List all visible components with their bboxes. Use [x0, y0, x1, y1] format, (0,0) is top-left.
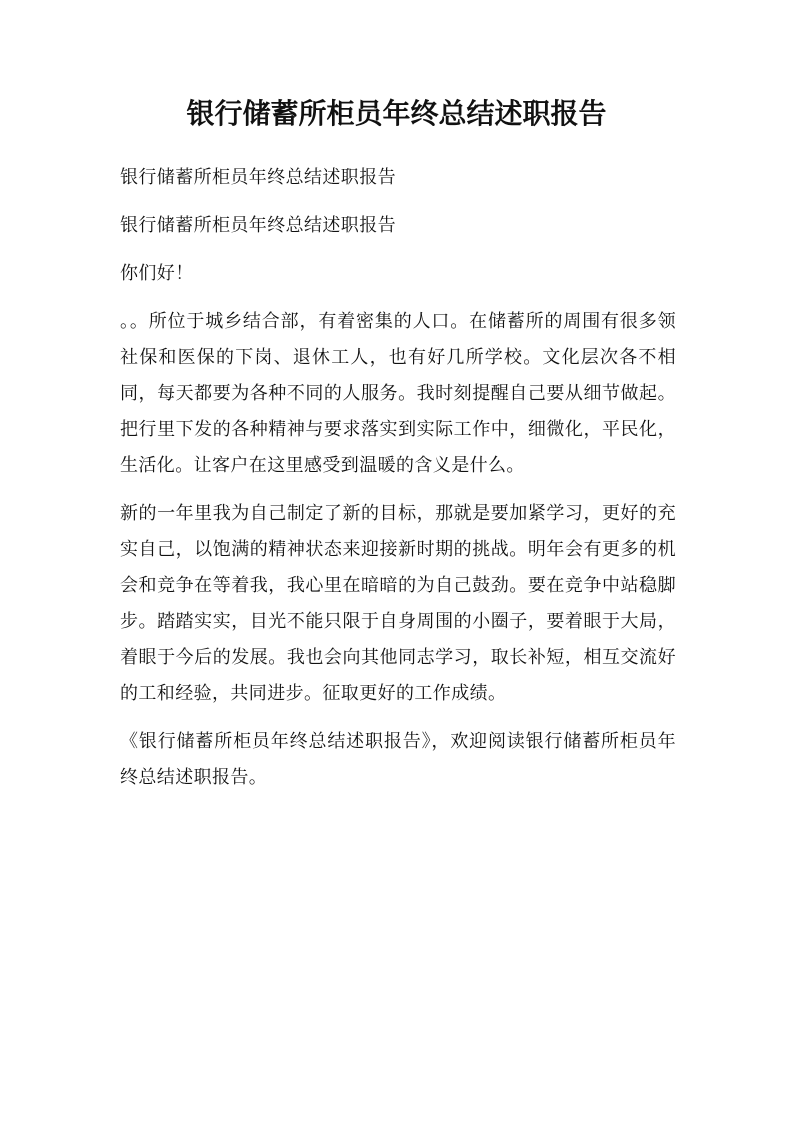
paragraph-closing: 《银行储蓄所柜员年终总结述职报告》，欢迎阅读银行储蓄所柜员年终总结述职报告。 — [120, 731, 676, 788]
paragraph-subtitle-1: 银行储蓄所柜员年终总结述职报告 — [120, 167, 396, 188]
paragraph-work-environment: 。。所位于城乡结合部，有着密集的人口。在储蓄所的周围有很多领社保和医保的下岗、退休工人，也有好几所学校。文化层次各不相同，每天都要为各种不同的人服务。我时刻提醒自己要从细节做起。把行里下发的各种精神与要求落实到实际工作中，细微化，平民化，生活化。让客户在这里感受到温暖的含义是什么。 — [120, 311, 676, 476]
page-title: 银行储蓄所柜员年终总结述职报告 — [186, 97, 607, 130]
paragraph-subtitle-2: 银行储蓄所柜员年终总结述职报告 — [120, 215, 396, 236]
paragraph-new-year-goals: 新的一年里我为自己制定了新的目标，那就是要加紧学习，更好的充实自己，以饱满的精神状态来迎接新时期的挑战。明年会有更多的机会和竞争在等着我，我心里在暗暗的为自己鼓劲。要在竞争中站稳脚步。踏踏实实，目光不能只限于自身周围的小圈子，要着眼于大局，着眼于今后的发展。我也会向其他同志学习，取长补短，相互交流好的工和经验，共同进步。征取更好的工作成绩。 — [120, 503, 676, 704]
paragraph-greeting: 你们好！ — [120, 263, 194, 284]
document-body — [120, 160, 676, 808]
